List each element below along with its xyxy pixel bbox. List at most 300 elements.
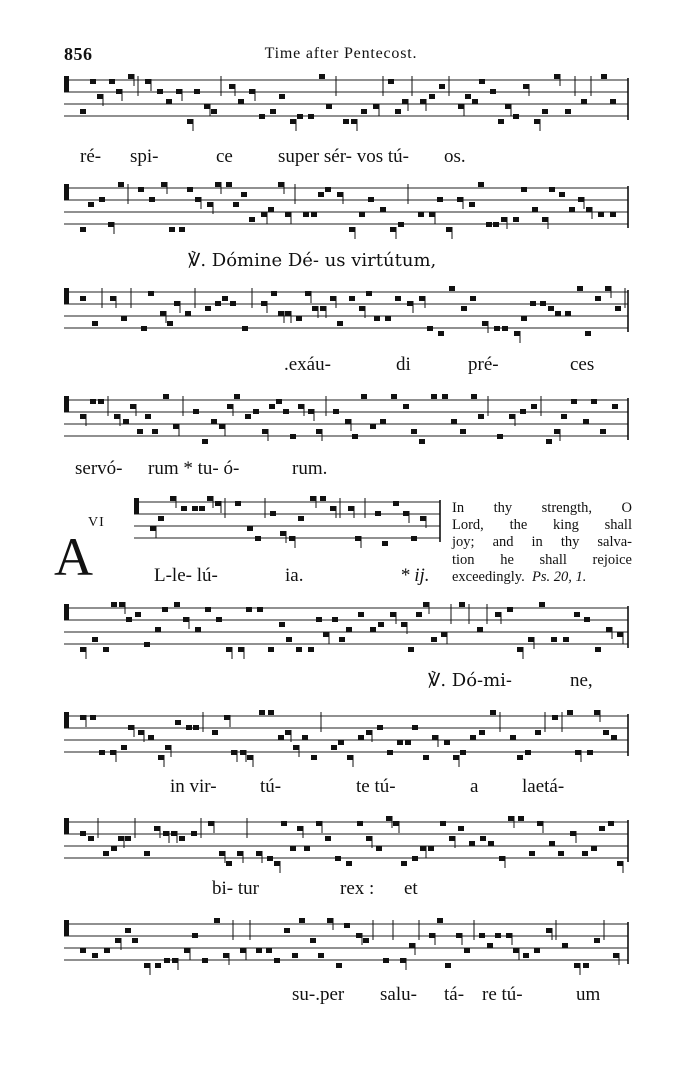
neume-icon — [332, 617, 338, 622]
neume-icon — [517, 755, 523, 760]
neume-icon — [144, 963, 150, 968]
neume-icon — [299, 918, 305, 923]
neume-icon — [192, 506, 198, 511]
syllable: su-.per — [292, 984, 345, 1005]
neume-icon — [161, 182, 167, 187]
neume-icon — [108, 222, 114, 227]
neume-icon — [356, 933, 362, 938]
neume-icon — [222, 296, 228, 301]
neume-icon — [293, 745, 299, 750]
neume-icon — [377, 725, 383, 730]
neume-icon — [193, 409, 199, 414]
neume-icon — [376, 846, 382, 851]
neume-icon — [521, 187, 527, 192]
neume-icon — [348, 506, 354, 511]
neume-icon — [559, 192, 565, 197]
neume-icon — [308, 409, 314, 414]
neume-icon — [584, 617, 590, 622]
neume-icon — [523, 953, 529, 958]
neume-icon — [194, 89, 200, 94]
neume-icon — [478, 182, 484, 187]
neume-icon — [255, 536, 261, 541]
neume-icon — [458, 104, 464, 109]
neume-icon — [333, 409, 339, 414]
neume-icon — [135, 612, 141, 617]
neume-icon — [238, 647, 244, 652]
neume-icon — [191, 831, 197, 836]
syllable: ne, — [570, 670, 593, 691]
neume-icon — [170, 496, 176, 501]
neume-icon — [398, 222, 404, 227]
neume-icon — [423, 602, 429, 607]
clef-icon — [64, 920, 69, 936]
neume-icon — [138, 187, 144, 192]
neume-icon — [285, 730, 291, 735]
initial-letter: A — [54, 527, 93, 587]
syllable: .exáu- — [284, 354, 331, 375]
translation-line: tion he shall rejoice — [452, 551, 632, 568]
neume-icon — [320, 306, 326, 311]
neume-icon — [391, 394, 397, 399]
neume-icon — [469, 841, 475, 846]
neume-icon — [167, 321, 173, 326]
neume-icon — [184, 948, 190, 953]
neume-icon — [359, 306, 365, 311]
neume-icon — [540, 301, 546, 306]
neume-icon — [531, 404, 537, 409]
neume-icon — [240, 948, 246, 953]
neume-icon — [479, 933, 485, 938]
neume-icon — [366, 730, 372, 735]
neume-icon — [403, 511, 409, 516]
neume-icon — [383, 958, 389, 963]
neume-icon — [90, 715, 96, 720]
neume-icon — [363, 938, 369, 943]
neume-icon — [518, 816, 524, 821]
neume-icon — [155, 627, 161, 632]
neume-icon — [400, 958, 406, 963]
neume-icon — [423, 755, 429, 760]
neume-icon — [148, 735, 154, 740]
neume-icon — [458, 826, 464, 831]
neume-icon — [163, 394, 169, 399]
neume-icon — [505, 104, 511, 109]
neume-icon — [373, 104, 379, 109]
translation-line: In thy strength, O — [452, 500, 632, 516]
neume-icon — [370, 424, 376, 429]
neume-icon — [246, 607, 252, 612]
neume-icon — [412, 725, 418, 730]
neume-icon — [338, 740, 344, 745]
neume-icon — [267, 856, 273, 861]
neume-icon — [237, 851, 243, 856]
neume-icon — [149, 197, 155, 202]
neume-icon — [270, 109, 276, 114]
neume-icon — [175, 720, 181, 725]
neume-icon — [355, 536, 361, 541]
neume-icon — [554, 429, 560, 434]
neume-icon — [479, 730, 485, 735]
neume-icon — [558, 851, 564, 856]
neume-icon — [303, 212, 309, 217]
neume-icon — [591, 846, 597, 851]
neume-icon — [327, 918, 333, 923]
neume-icon — [110, 296, 116, 301]
neume-icon — [308, 114, 314, 119]
neume-icon — [449, 286, 455, 291]
neume-icon — [358, 612, 364, 617]
neume-icon — [498, 119, 504, 124]
neume-icon — [98, 399, 104, 404]
neume-icon — [88, 836, 94, 841]
neume-icon — [486, 222, 492, 227]
neume-icon — [296, 316, 302, 321]
neume-icon — [349, 227, 355, 232]
neume-icon — [439, 84, 445, 89]
neume-icon — [429, 933, 435, 938]
neume-icon — [118, 182, 124, 187]
page-number: 856 — [64, 44, 93, 64]
neume-icon — [586, 207, 592, 212]
neume-icon — [80, 296, 86, 301]
neume-icon — [335, 856, 341, 861]
lyric-line — [0, 670, 682, 698]
syllable: L-le- lú- — [154, 565, 218, 586]
neume-icon — [499, 856, 505, 861]
neume-icon — [565, 311, 571, 316]
neume-icon — [269, 404, 275, 409]
clef-icon — [64, 712, 69, 728]
neume-icon — [470, 296, 476, 301]
neume-icon — [509, 414, 515, 419]
translation-line: joy; and in thy salva- — [452, 534, 632, 551]
syllable: rum * tu- ó- — [148, 458, 240, 479]
neume-icon — [457, 197, 463, 202]
neume-icon — [279, 94, 285, 99]
neume-icon — [242, 326, 248, 331]
clef-icon — [64, 818, 69, 834]
neume-icon — [416, 612, 422, 617]
neume-icon — [316, 821, 322, 826]
neume-icon — [569, 207, 575, 212]
neume-icon — [326, 104, 332, 109]
neume-icon — [375, 511, 381, 516]
neume-icon — [420, 846, 426, 851]
syllable: in vir- — [170, 776, 217, 797]
staff — [0, 282, 682, 352]
neume-icon — [128, 74, 134, 79]
neume-icon — [202, 439, 208, 444]
neume-icon — [204, 104, 210, 109]
neume-icon — [262, 429, 268, 434]
neume-icon — [601, 74, 607, 79]
neume-icon — [530, 301, 536, 306]
neume-icon — [431, 394, 437, 399]
neume-icon — [290, 846, 296, 851]
neume-icon — [495, 612, 501, 617]
neume-icon — [249, 89, 255, 94]
neume-icon — [80, 227, 86, 232]
neume-icon — [374, 316, 380, 321]
neume-icon — [441, 632, 447, 637]
neume-icon — [495, 933, 501, 938]
neume-icon — [325, 836, 331, 841]
neume-icon — [311, 755, 317, 760]
neume-icon — [126, 617, 132, 622]
neume-icon — [347, 755, 353, 760]
neume-icon — [351, 119, 357, 124]
neume-icon — [253, 409, 259, 414]
neume-icon — [331, 745, 337, 750]
neume-icon — [205, 607, 211, 612]
neume-icon — [154, 826, 160, 831]
neume-icon — [144, 851, 150, 856]
neume-icon — [330, 506, 336, 511]
neume-icon — [368, 197, 374, 202]
syllable: os. — [444, 146, 466, 167]
mode-number: VI — [88, 515, 105, 530]
neume-icon — [551, 637, 557, 642]
neume-icon — [507, 607, 513, 612]
staff — [0, 914, 682, 984]
neume-icon — [409, 943, 415, 948]
neume-icon — [420, 516, 426, 521]
lyric-line — [0, 776, 682, 804]
neume-icon — [281, 821, 287, 826]
neume-icon — [155, 963, 161, 968]
neume-icon — [207, 496, 213, 501]
neume-icon — [411, 536, 417, 541]
versicle-text: ℣. Dómine Dé- us virtútum, — [188, 250, 437, 271]
neume-icon — [582, 851, 588, 856]
syllable: super sér- vos tú- — [278, 146, 410, 167]
neume-icon — [312, 306, 318, 311]
neume-icon — [160, 311, 166, 316]
syllable: di — [396, 354, 411, 375]
neume-icon — [231, 750, 237, 755]
neume-icon — [469, 202, 475, 207]
neume-icon — [80, 715, 86, 720]
neume-icon — [346, 861, 352, 866]
neume-icon — [80, 109, 86, 114]
neume-icon — [211, 109, 217, 114]
neume-icon — [125, 928, 131, 933]
neume-icon — [461, 306, 467, 311]
neume-icon — [208, 821, 214, 826]
neume-icon — [494, 326, 500, 331]
neume-icon — [617, 861, 623, 866]
lyric-line — [0, 878, 682, 906]
syllable: um — [576, 984, 601, 1005]
neume-icon — [587, 750, 593, 755]
neume-icon — [123, 419, 129, 424]
neume-icon — [285, 311, 291, 316]
neume-icon — [132, 938, 138, 943]
neume-icon — [571, 399, 577, 404]
neume-icon — [80, 647, 86, 652]
neume-icon — [80, 948, 86, 953]
neume-icon — [446, 227, 452, 232]
neume-icon — [234, 394, 240, 399]
neume-icon — [528, 637, 534, 642]
neume-icon — [103, 647, 109, 652]
neume-icon — [256, 948, 262, 953]
neume-icon — [259, 710, 265, 715]
neume-icon — [99, 197, 105, 202]
neume-icon — [612, 404, 618, 409]
neume-icon — [163, 831, 169, 836]
syllable: salu- — [380, 984, 417, 1005]
neume-icon — [465, 94, 471, 99]
neume-icon — [278, 735, 284, 740]
neume-icon — [298, 516, 304, 521]
neume-icon — [298, 404, 304, 409]
neume-icon — [493, 222, 499, 227]
neume-icon — [199, 506, 205, 511]
neume-icon — [130, 404, 136, 409]
neume-icon — [380, 419, 386, 424]
neume-icon — [591, 399, 597, 404]
neume-icon — [257, 607, 263, 612]
staff — [0, 70, 682, 140]
lyric-line — [0, 146, 682, 174]
neume-icon — [382, 541, 388, 546]
neume-icon — [370, 627, 376, 632]
neume-icon — [437, 918, 443, 923]
neume-icon — [240, 750, 246, 755]
neume-icon — [577, 286, 583, 291]
neume-icon — [224, 715, 230, 720]
neume-icon — [599, 826, 605, 831]
neume-icon — [539, 602, 545, 607]
neume-icon — [359, 212, 365, 217]
neume-icon — [610, 99, 616, 104]
neume-icon — [554, 74, 560, 79]
neume-icon — [92, 321, 98, 326]
neume-icon — [459, 602, 465, 607]
neume-icon — [546, 439, 552, 444]
neume-icon — [412, 856, 418, 861]
neume-icon — [562, 943, 568, 948]
neume-icon — [320, 496, 326, 501]
neume-icon — [193, 725, 199, 730]
neume-icon — [169, 227, 175, 232]
staff — [0, 598, 682, 668]
neume-icon — [174, 301, 180, 306]
neume-icon — [158, 516, 164, 521]
neume-icon — [80, 414, 86, 419]
neume-icon — [437, 197, 443, 202]
neume-icon — [401, 861, 407, 866]
neume-icon — [97, 94, 103, 99]
neume-icon — [411, 429, 417, 434]
neume-icon — [594, 710, 600, 715]
neume-icon — [145, 414, 151, 419]
neume-icon — [304, 846, 310, 851]
lyric-line — [0, 354, 682, 382]
neume-icon — [574, 612, 580, 617]
neume-icon — [205, 306, 211, 311]
neume-icon — [606, 627, 612, 632]
neume-icon — [241, 192, 247, 197]
neume-icon — [337, 192, 343, 197]
neume-icon — [247, 755, 253, 760]
neume-icon — [174, 602, 180, 607]
lyric-line — [0, 458, 682, 486]
neume-icon — [343, 119, 349, 124]
neume-icon — [393, 501, 399, 506]
neume-icon — [318, 953, 324, 958]
neume-icon — [119, 602, 125, 607]
running-title: Time after Pentecost. — [264, 45, 418, 62]
neume-icon — [428, 846, 434, 851]
syllable: ce — [216, 146, 233, 167]
neume-icon — [613, 953, 619, 958]
syllable: pré- — [468, 354, 499, 375]
neume-icon — [615, 306, 621, 311]
neume-icon — [88, 202, 94, 207]
neume-icon — [378, 622, 384, 627]
neume-icon — [226, 647, 232, 652]
neume-icon — [611, 735, 617, 740]
syllable: rex : — [340, 878, 375, 899]
neume-icon — [440, 821, 446, 826]
neume-icon — [490, 89, 496, 94]
neume-icon — [534, 119, 540, 124]
neume-icon — [103, 851, 109, 856]
neume-icon — [513, 948, 519, 953]
neume-icon — [523, 84, 529, 89]
neume-icon — [583, 419, 589, 424]
neume-icon — [585, 331, 591, 336]
neume-icon — [390, 612, 396, 617]
neume-icon — [442, 394, 448, 399]
neume-icon — [202, 958, 208, 963]
neume-icon — [419, 439, 425, 444]
neume-icon — [517, 647, 523, 652]
neume-icon — [608, 821, 614, 826]
neume-icon — [80, 831, 86, 836]
neume-icon — [99, 750, 105, 755]
neume-icon — [195, 197, 201, 202]
neume-icon — [501, 217, 507, 222]
syllable: ré- — [80, 146, 102, 167]
neume-icon — [490, 710, 496, 715]
neume-icon — [297, 826, 303, 831]
neume-icon — [268, 647, 274, 652]
neume-icon — [261, 301, 267, 306]
neume-icon — [565, 109, 571, 114]
neume-icon — [418, 212, 424, 217]
neume-icon — [407, 301, 413, 306]
neume-icon — [346, 627, 352, 632]
syllable: re tú- — [482, 984, 523, 1005]
neume-icon — [316, 617, 322, 622]
neume-icon — [525, 750, 531, 755]
neume-icon — [361, 109, 367, 114]
neume-icon — [451, 419, 457, 424]
staff — [0, 812, 682, 882]
neume-icon — [297, 114, 303, 119]
neume-icon — [311, 212, 317, 217]
neume-icon — [216, 617, 222, 622]
neume-icon — [456, 933, 462, 938]
neume-icon — [497, 434, 503, 439]
neume-icon — [266, 948, 272, 953]
neume-icon — [157, 89, 163, 94]
neume-icon — [506, 933, 512, 938]
neume-icon — [542, 217, 548, 222]
